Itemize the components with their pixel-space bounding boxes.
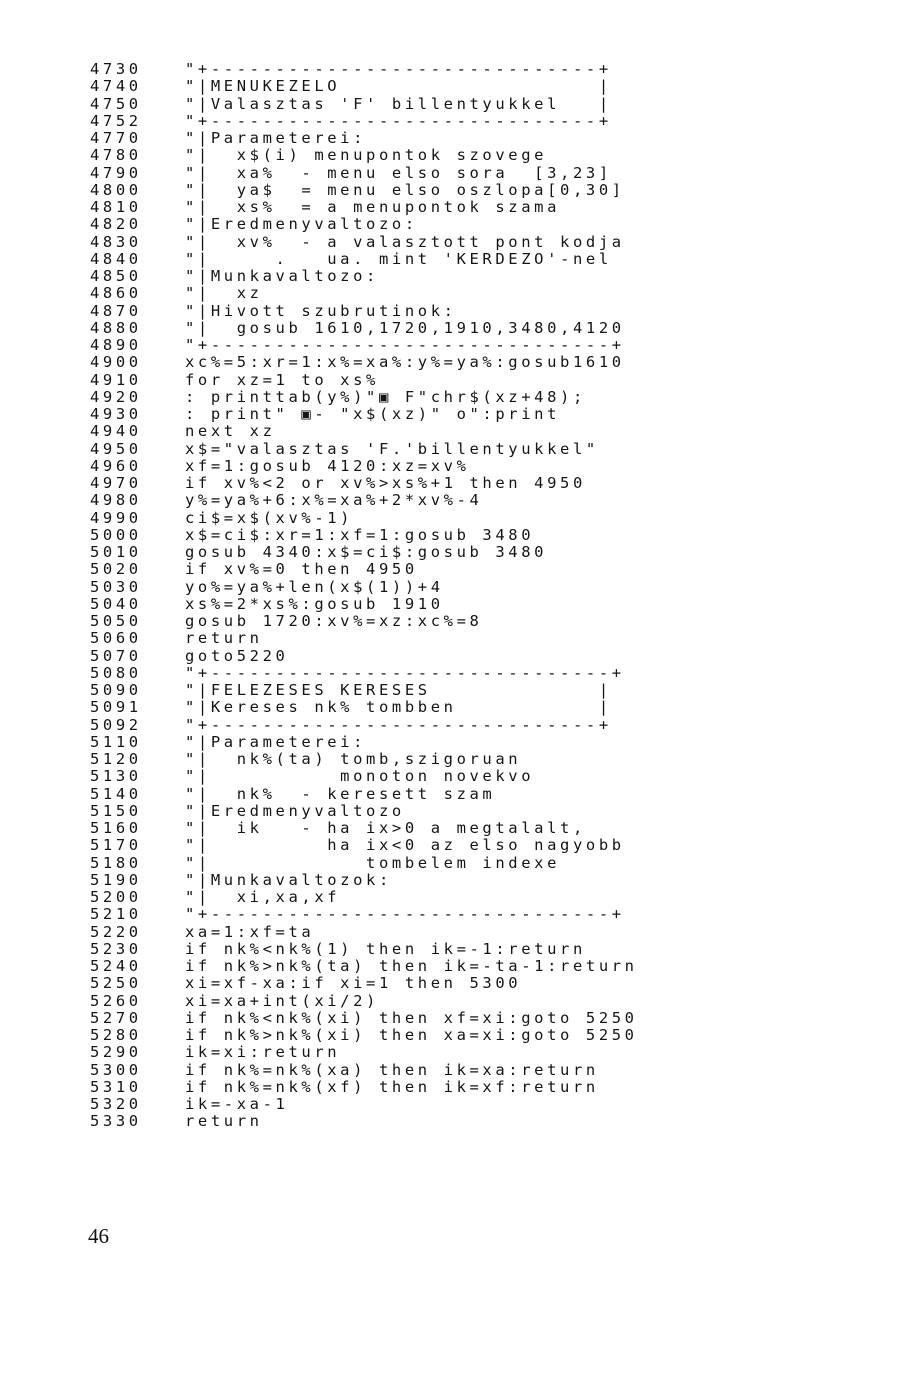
line-number: 4990 [90,508,142,527]
code-line [90,579,880,596]
line-number: 5280 [90,1026,142,1044]
line-code: return [185,1112,263,1131]
line-code: if nk%>nk%(xi) then xa=xi:goto 5250 [185,1026,638,1044]
line-number: 4880 [90,318,142,337]
code-line [90,199,880,216]
line-number: 4930 [90,405,142,423]
line-code: "|Eredmenyvaltozo [185,801,405,820]
code-line [90,406,880,423]
line-code: "+------------------------------+ [185,715,612,734]
line-code: "| xa% - menu elso sora [3,23] [185,163,612,182]
code-line [90,699,880,716]
code-line [90,924,880,941]
line-code: "| xs% = a menupontok szama [185,198,561,216]
line-code: yo%=ya%+len(x$(1))+4 [185,577,444,596]
line-number: 4960 [90,456,142,475]
code-line [90,648,880,665]
line-code: "+-------------------------------+ [185,336,625,354]
line-code: "| xv% - a valasztott pont kodja [185,232,625,251]
line-number: 5320 [90,1095,142,1113]
line-code: y%=ya%+6:x%=xa%+2*xv%-4 [185,491,483,510]
code-line [90,1027,880,1044]
line-code: "| ik - ha ix>0 a megtalalt, [185,819,586,837]
line-number: 5150 [90,801,142,820]
code-line [90,820,880,837]
line-code: "+------------------------------+ [185,111,612,130]
line-code: "| ya$ = menu elso oszlopa[0,30] [185,180,625,199]
line-number: 4890 [90,336,142,354]
code-line [90,734,880,751]
line-code: if nk%<nk%(1) then ik=-1:return [185,939,586,958]
line-number: 4870 [90,301,142,320]
line-number: 5300 [90,1060,142,1079]
line-code: if nk%=nk%(xf) then ik=xf:return [185,1077,599,1096]
line-number: 5260 [90,991,142,1010]
code-line [90,1010,880,1027]
line-code: goto5220 [185,646,289,665]
line-number: 5190 [90,870,142,889]
line-number: 5130 [90,767,142,786]
code-line [90,78,880,95]
line-number: 4950 [90,439,142,458]
line-number: 5090 [90,681,142,699]
code-line [90,544,880,561]
line-number: 4900 [90,353,142,372]
line-code: xc%=5:xr=1:x%=xa%:y%=ya%:gosub1610 [185,353,625,372]
line-code: "|Parameterei: [185,129,367,147]
line-number: 5120 [90,750,142,768]
code-line [90,492,880,509]
code-line [90,182,880,199]
code-line [90,1062,880,1079]
code-line [90,906,880,923]
code-line [90,354,880,371]
line-code: if nk%>nk%(ta) then ik=-ta-1:return [185,957,638,975]
line-code: "| tombelem indexe [185,853,561,872]
code-line [90,423,880,440]
line-number: 4940 [90,422,142,441]
code-line [90,303,880,320]
line-code: xf=1:gosub 4120:xz=xv% [185,456,470,475]
line-code: next xz [185,422,276,441]
line-number: 5020 [90,560,142,579]
code-line [90,596,880,613]
line-code: "|MENUKEZELO | [185,77,612,96]
code-line [90,1079,880,1096]
line-code: gosub 1720:xv%=xz:xc%=8 [185,612,483,630]
line-code: xi=xa+int(xi/2) [185,991,379,1010]
line-code: "|Munkavaltozo: [185,267,379,285]
code-line [90,130,880,147]
line-code: x$=ci$:xr=1:xf=1:gosub 3480 [185,525,535,544]
line-code: "| monoton novekvo [185,767,535,786]
line-number: 4820 [90,215,142,234]
code-line [90,872,880,889]
code-line [90,113,880,130]
line-number: 5230 [90,939,142,958]
code-line [90,251,880,268]
line-code: return [185,629,263,648]
line-number: 4780 [90,146,142,165]
code-line [90,372,880,389]
line-number: 5220 [90,922,142,941]
line-code: if nk%<nk%(xi) then xf=xi:goto 5250 [185,1008,638,1027]
line-code: for xz=1 to xs% [185,370,379,389]
line-code: "| xz [185,284,263,303]
line-number: 5170 [90,836,142,855]
line-number: 4740 [90,77,142,96]
line-code: if xv%<2 or xv%>xs%+1 then 4950 [185,474,586,492]
line-code: "|FELEZESES KERESES | [185,681,612,699]
line-number: 4770 [90,129,142,147]
line-number: 4750 [90,94,142,113]
line-number: 5000 [90,525,142,544]
code-line [90,993,880,1010]
line-number: 5030 [90,577,142,596]
line-code: "| nk% - keresett szam [185,784,496,803]
line-number: 5200 [90,888,142,906]
code-line [90,941,880,958]
line-code: xa=1:xf=ta [185,922,315,941]
code-line [90,682,880,699]
line-number: 4752 [90,111,142,130]
line-number: 4830 [90,232,142,251]
line-number: 5330 [90,1112,142,1131]
line-code: ik=xi:return [185,1043,341,1062]
line-number: 4970 [90,474,142,492]
line-number: 5040 [90,594,142,613]
line-number: 5210 [90,905,142,924]
code-line [90,527,880,544]
line-code: "+-------------------------------+ [185,663,625,682]
code-line [90,165,880,182]
line-code: if xv%=0 then 4950 [185,560,418,579]
code-line [90,268,880,285]
code-line [90,285,880,302]
line-code: "| gosub 1610,1720,1910,3480,4120 [185,318,625,337]
line-code: "|Parameterei: [185,732,367,751]
code-line [90,768,880,785]
code-line [90,837,880,854]
line-code: "| x$(i) menupontok szovege [185,146,548,165]
line-number: 5060 [90,629,142,648]
code-line [90,751,880,768]
line-number: 5270 [90,1008,142,1027]
line-code: xs%=2*xs%:gosub 1910 [185,594,444,613]
line-number: 4840 [90,249,142,268]
line-number: 5310 [90,1077,142,1096]
code-line [90,786,880,803]
line-code: "+------------------------------+ [185,60,612,78]
line-number: 4980 [90,491,142,510]
line-number: 5290 [90,1043,142,1062]
line-code: "|Valasztas 'F' billentyukkel | [185,94,612,113]
code-line [90,320,880,337]
line-number: 5180 [90,853,142,872]
line-number: 5091 [90,698,142,717]
code-line [90,61,880,78]
line-code: "|Eredmenyvaltozo: [185,215,418,234]
code-line [90,975,880,992]
line-number: 4910 [90,370,142,389]
line-number: 5080 [90,663,142,682]
code-line [90,441,880,458]
line-number: 4810 [90,198,142,216]
line-number: 4850 [90,267,142,285]
code-line [90,96,880,113]
line-code: "|Munkavaltozok: [185,870,392,889]
code-line [90,1096,880,1113]
line-code: "| ha ix<0 az elso nagyobb [185,836,625,855]
line-number: 5092 [90,715,142,734]
line-code: : print" ▣- "x$(xz)" o":print [185,405,561,423]
line-number: 5010 [90,543,142,561]
line-code: "+-------------------------------+ [185,905,625,924]
code-line [90,234,880,251]
code-line [90,630,880,647]
line-number: 4730 [90,60,142,78]
line-number: 5250 [90,974,142,993]
line-code: : printtab(y%)"▣ F"chr$(xz+48); [185,387,586,406]
line-code: x$="valasztas 'F.'billentyukkel" [185,439,599,458]
code-line [90,147,880,164]
line-code: "| nk%(ta) tomb,szigoruan [185,750,522,768]
line-code: "|Hivott szubrutinok: [185,301,457,320]
code-line [90,337,880,354]
code-line [90,803,880,820]
basic-program-listing [90,61,880,1131]
line-number: 5110 [90,732,142,751]
line-code: "| xi,xa,xf [185,888,341,906]
line-number: 5160 [90,819,142,837]
line-code: if nk%=nk%(xa) then ik=xa:return [185,1060,599,1079]
code-line [90,475,880,492]
code-line [90,458,880,475]
code-line [90,561,880,578]
code-line [90,510,880,527]
code-line [90,613,880,630]
line-code: gosub 4340:x$=ci$:gosub 3480 [185,543,548,561]
code-line [90,1044,880,1061]
line-number: 5050 [90,612,142,630]
code-line [90,1113,880,1130]
code-line [90,665,880,682]
line-number: 5240 [90,957,142,975]
line-number: 5140 [90,784,142,803]
line-number: 4920 [90,387,142,406]
code-line [90,389,880,406]
code-line [90,958,880,975]
code-line [90,855,880,872]
line-code: ik=-xa-1 [185,1095,289,1113]
code-line [90,216,880,233]
line-code: xi=xf-xa:if xi=1 then 5300 [185,974,522,993]
code-line [90,889,880,906]
line-code: "|Kereses nk% tombben | [185,698,612,717]
line-code: "| . ua. mint 'KERDEZO'-nel [185,249,612,268]
page-number: 46 [88,1224,109,1248]
line-number: 4800 [90,180,142,199]
line-number: 5070 [90,646,142,665]
line-code: ci$=x$(xv%-1) [185,508,354,527]
line-number: 4860 [90,284,142,303]
code-line [90,717,880,734]
line-number: 4790 [90,163,142,182]
